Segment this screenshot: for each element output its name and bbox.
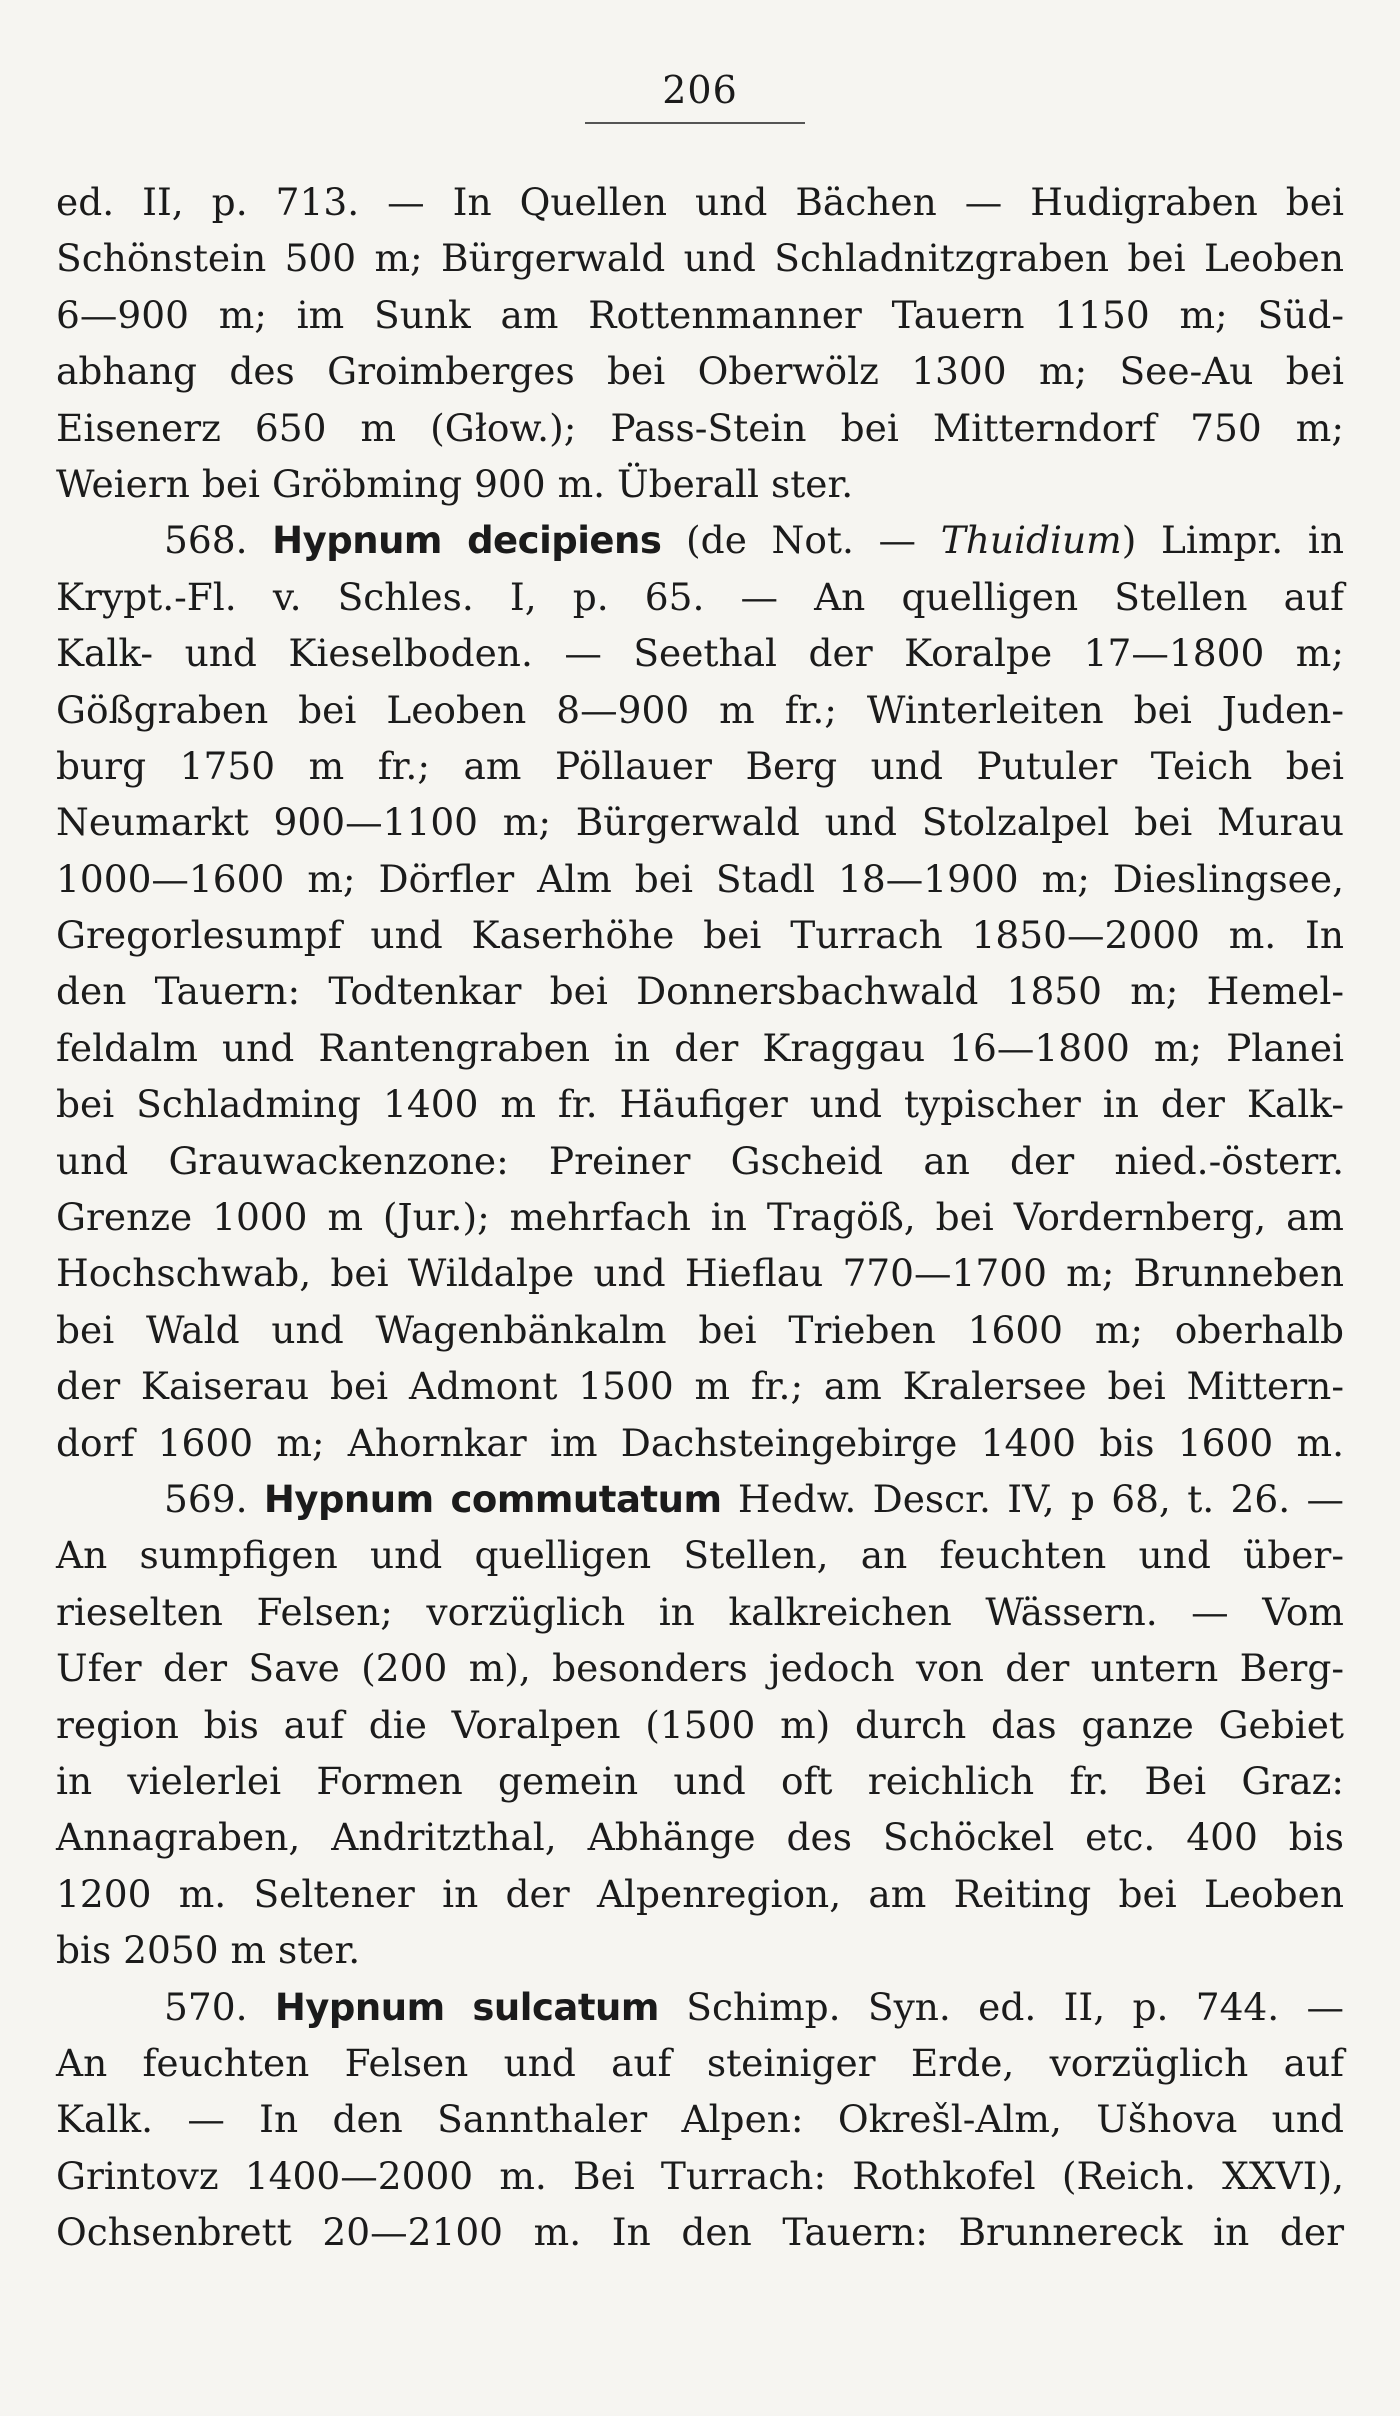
text-line	[56, 907, 1344, 963]
entry-number: 569.	[164, 1476, 248, 1521]
text-line	[56, 1020, 1344, 1076]
line-text: Schönstein 500 m; Bürgerwald und Schladnitzgraben bei Leoben	[56, 236, 1344, 281]
text-line	[56, 400, 1344, 456]
text-line	[56, 1640, 1344, 1696]
line-text: Annagraben, Andritzthal, Abhänge des Schöckel etc. 400 bis	[56, 1815, 1344, 1860]
species-entry-heading	[56, 1979, 1344, 2035]
line-text: An sumpfigen und quelligen Stellen, an feuchten und über-	[56, 1533, 1344, 1578]
text-line	[56, 1302, 1344, 1358]
species-name: Hypnum sulcatum	[274, 1985, 659, 2029]
line-text: bei Schladming 1400 m fr. Häufiger und typischer in der Kalk-	[56, 1082, 1344, 1127]
text-line	[56, 2035, 1344, 2091]
text-line	[56, 174, 1344, 230]
line-text: region bis auf die Voralpen (1500 m) durch das ganze Gebiet	[56, 1702, 1344, 1747]
text-line	[56, 569, 1344, 625]
line-text: Ochsenbrett 20—2100 m. In den Tauern: Brunnereck in der	[56, 2210, 1344, 2255]
line-text: Weiern bei Gröbming 900 m. Überall ster.	[56, 461, 854, 506]
line-text: Gößgraben bei Leoben 8—900 m fr.; Winterleiten bei Juden-	[56, 687, 1344, 732]
text-line	[56, 1358, 1344, 1414]
line-text: Kalk- und Kieselboden. — Seethal der Koralpe 17—1800 m;	[56, 631, 1344, 676]
text-line	[56, 682, 1344, 738]
text-line	[56, 1415, 1344, 1471]
line-text: der Kaiserau bei Admont 1500 m fr.; am Kralersee bei Mittern-	[56, 1364, 1344, 1409]
line-text: Neumarkt 900—1100 m; Bürgerwald und Stolzalpel bei Murau	[56, 800, 1344, 845]
text-line	[56, 287, 1344, 343]
line-text: dorf 1600 m; Ahornkar im Dachsteingebirge 1400 bis 1600 m.	[56, 1420, 1344, 1465]
body-text	[56, 174, 1344, 2260]
line-text: Krypt.-Fl. v. Schles. I, p. 65. — An quelligen Stellen auf	[56, 574, 1344, 619]
line-text: in vielerlei Formen gemein und oft reichlich fr. Bei Graz:	[56, 1758, 1344, 1803]
text-line	[56, 1753, 1344, 1809]
text-line	[56, 456, 1344, 512]
text-line	[56, 1584, 1344, 1640]
line-text: 6—900 m; im Sunk am Rottenmanner Tauern 1150 m; Süd-	[56, 292, 1344, 337]
text-line	[56, 625, 1344, 681]
page-number: 206	[662, 68, 738, 112]
italic-genus: Thuidium	[940, 518, 1122, 563]
text-line	[56, 851, 1344, 907]
text-line	[56, 1245, 1344, 1301]
text-line	[56, 1527, 1344, 1583]
line-text: den Tauern: Todtenkar bei Donnersbachwald 1850 m; Hemel-	[56, 969, 1344, 1014]
header-rule	[585, 122, 805, 124]
line-text: abhang des Groimberges bei Oberwölz 1300 m; See-Au bei	[56, 349, 1344, 394]
line-text: Gregorlesumpf und Kaserhöhe bei Turrach 1850—2000 m. In	[56, 913, 1344, 958]
text-line	[56, 2148, 1344, 2204]
line-text: Eisenerz 650 m (Głow.); Pass-Stein bei Mitterndorf 750 m;	[56, 405, 1344, 450]
text-line	[56, 1922, 1344, 1978]
text-line	[56, 1697, 1344, 1753]
line-text: Hochschwab, bei Wildalpe und Hieflau 770—1700 m; Brunneben	[56, 1251, 1344, 1296]
text-line	[56, 1133, 1344, 1189]
entry-number: 570.	[164, 1984, 248, 2029]
text-line	[56, 1189, 1344, 1245]
line-text: ed. II, p. 713. — In Quellen und Bächen — Hudigraben bei	[56, 180, 1344, 224]
line-text: Grenze 1000 m (Jur.); mehrfach in Tragöß, bei Vordernberg, am	[56, 1195, 1344, 1240]
text-line	[56, 794, 1344, 850]
entry-text: Hedw. Descr. IV, p 68, t. 26. —	[721, 1476, 1345, 1521]
species-name: Hypnum commutatum	[263, 1477, 722, 1521]
species-entry-heading	[56, 1471, 1344, 1527]
line-text: rieselten Felsen; vorzüglich in kalkreichen Wässern. — Vom	[56, 1589, 1344, 1634]
line-text: Kalk. — In den Sannthaler Alpen: Okrešl-Alm, Ušhova und	[56, 2097, 1344, 2142]
text-line	[56, 963, 1344, 1019]
line-text: Grintovz 1400—2000 m. Bei Turrach: Rothkofel (Reich. XXVI),	[56, 2153, 1344, 2198]
text-line	[56, 738, 1344, 794]
line-text: und Grauwackenzone: Preiner Gscheid an der nied.-österr.	[56, 1138, 1344, 1183]
entry-number: 568.	[164, 518, 248, 563]
line-text: An feuchten Felsen und auf steiniger Erde, vorzüglich auf	[56, 2040, 1344, 2085]
text-line	[56, 1076, 1344, 1132]
entry-text: (de Not. —	[661, 518, 941, 563]
line-text: 1200 m. Seltener in der Alpenregion, am Reiting bei Leoben	[56, 1871, 1344, 1916]
line-text: 1000—1600 m; Dörfler Alm bei Stadl 18—1900 m; Dieslingsee,	[56, 856, 1344, 901]
line-text: bis 2050 m ster.	[56, 1928, 361, 1973]
line-text: Ufer der Save (200 m), besonders jedoch von der untern Berg-	[56, 1646, 1344, 1691]
text-line	[56, 2204, 1344, 2260]
text-line	[56, 1866, 1344, 1922]
line-text: bei Wald und Wagenbänkalm bei Trieben 1600 m; oberhalb	[56, 1307, 1344, 1352]
line-text: feldalm und Rantengraben in der Kraggau 16—1800 m; Planei	[56, 1025, 1344, 1070]
entry-text: Schimp. Syn. ed. II, p. 744. —	[658, 1984, 1345, 2029]
line-text: burg 1750 m fr.; am Pöllauer Berg und Putuler Teich bei	[56, 743, 1344, 788]
text-line	[56, 343, 1344, 399]
species-entry-heading	[56, 512, 1344, 568]
species-name: Hypnum decipiens	[272, 519, 662, 563]
text-line	[56, 2091, 1344, 2147]
text-line	[56, 1809, 1344, 1865]
entry-text: ) Limpr. in	[1121, 518, 1345, 563]
text-line	[56, 230, 1344, 286]
